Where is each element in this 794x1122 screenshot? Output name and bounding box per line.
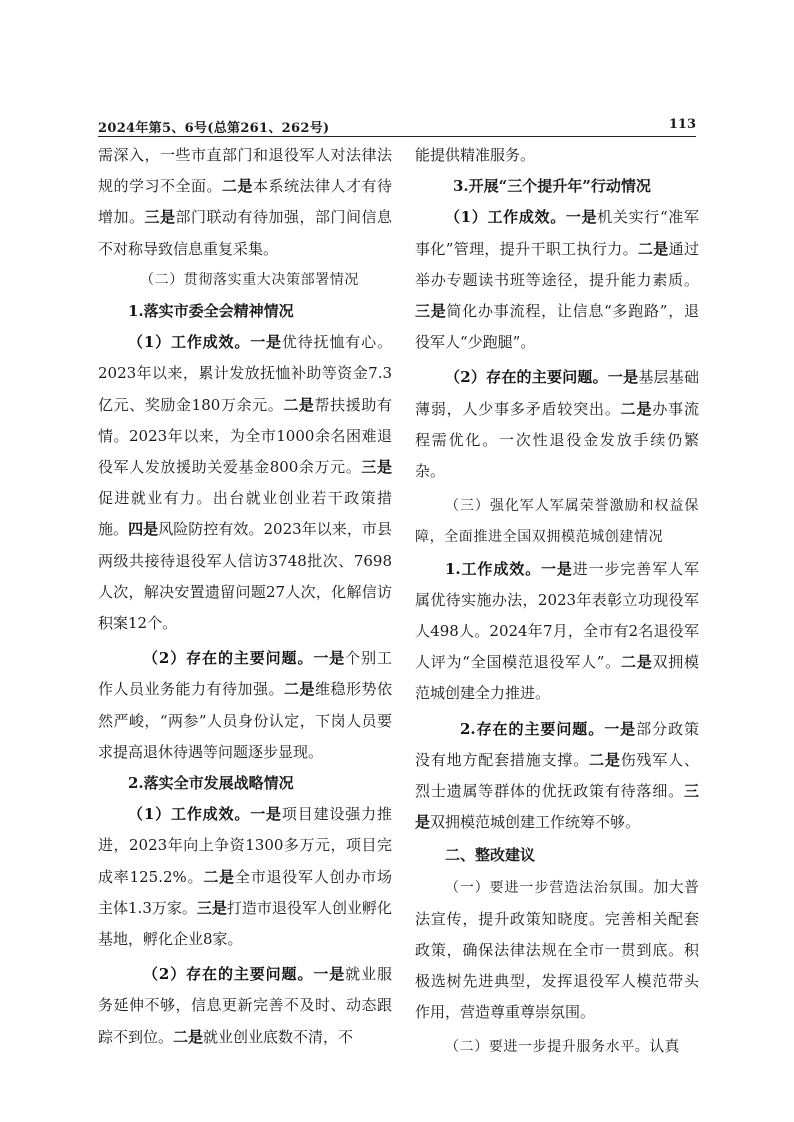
right-column [415, 140, 699, 1063]
page-number: 113 [668, 117, 696, 132]
paragraph: （1）工作成效。一是优待抚恤有心。2023年以来，累计发放抚恤补助等资金7.3亿元、奖励金180万余元。二是帮扶援助有情。2023年以来，为全市1000余名困难退役军人发放援助关爱基金800余万元。三是促进就业有力。出台就业创业若干政策措施。四是风险防控有效。2023年以来，市县两级共接待退役军人信访3748批次、7698人次，解决安置遗留问题27人次，化解信访积案12个。 [98, 333, 392, 633]
paragraph: （二）要进一步提升服务水平。认真 [445, 1036, 680, 1055]
section-heading: （二）贯彻落实重大决策部署情况 [140, 271, 359, 288]
section-heading: 二、整改建议 [445, 846, 536, 865]
paragraph: （2）存在的主要问题。一是就业服务延伸不够，信息更新完善不及时、动态跟踪不到位。二是就业创业底数不清，不 [98, 965, 392, 1046]
running-header [98, 116, 696, 137]
subsection-heading: 1.落实市委全会精神情况 [128, 302, 294, 321]
left-column [98, 140, 392, 1053]
paragraph: 1.工作成效。一是进一步完善军人军属优待实施办法，2023年表彰立功现役军人498人。2024年7月，全市有2名退役军人评为“全国模范退役军人”。二是双拥模范城创建全力推进。 [415, 559, 699, 703]
paragraph: 2.存在的主要问题。一是部分政策没有地方配套措施支撑。二是伤残军人、烈士遗属等群体的优抚政策有待落细。三是双拥模范城创建工作统筹不够。 [415, 719, 699, 832]
paragraph: （一）要进一步营造法治氛围。加大普法宣传，提升政策知晓度。完善相关配套政策，确保法律法规在全市一贯到底。积极选树先进典型，发挥退役军人模范带头作用，营造尊重尊崇氛围。 [415, 877, 699, 1022]
paragraph: 需深入，一些市直部门和退役军人对法律法规的学习不全面。二是本系统法律人才有待增加。三是部门联动有待加强，部门间信息不对称导致信息重复采集。 [98, 146, 392, 258]
section-heading: （三）强化军人军属荣誉激励和权益保障，全面推进全国双拥模范城创建情况 [415, 498, 699, 546]
paragraph: （2）存在的主要问题。一是个别工作人员业务能力有待加强。二是维稳形势依然严峻，“两参”人员身份认定，下岗人员要求提高退休待遇等问题逐步显现。 [98, 649, 392, 761]
subsection-heading: 2.落实全市发展战略情况 [128, 774, 294, 793]
paragraph: （1）工作成效。一是项目建设强力推进，2023年向上争资1300多万元，项目完成率125.2%。二是全市退役军人创办市场主体1.3万家。三是打造市退役军人创业孵化基地，孵化企业8家。 [98, 805, 392, 949]
paragraph: （1）工作成效。一是机关实行“准军事化”管理，提升干职工执行力。二是通过举办专题读书班等途径，提升能力素质。三是简化办事流程，让信息“多跑路”，退役军人“少跑腿”。 [415, 208, 699, 352]
paragraph: 能提供精准服务。 [415, 146, 536, 164]
subsection-heading: 3.开展“三个提升年”行动情况 [453, 177, 651, 196]
paragraph: （2）存在的主要问题。一是基层基础薄弱，人少事多矛盾较突出。二是办事流程需优化。一次性退役金发放手续仍繁杂。 [415, 368, 699, 481]
issue-label: 2024年第5、6号(总第261、262号) [98, 121, 330, 136]
